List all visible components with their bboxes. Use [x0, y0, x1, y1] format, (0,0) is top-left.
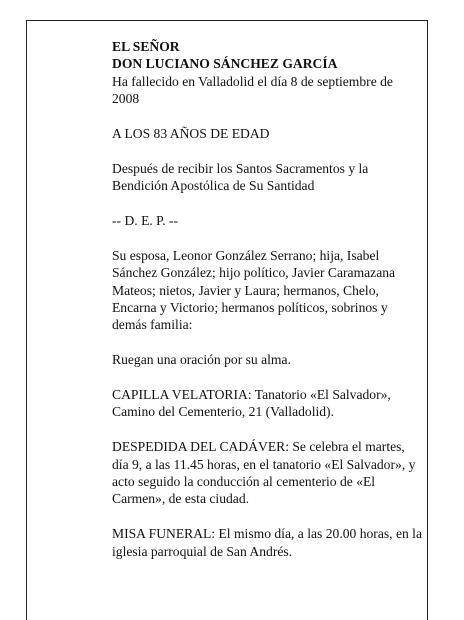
- deceased-name: DON LUCIANO SÁNCHEZ GARCÍA: [112, 56, 338, 72]
- obituary-text: [112, 38, 422, 577]
- family-paragraph: Su esposa, Leonor González Serrano; hija, Isabel Sánchez González; hijo político, Javier Caramazana Mateos; nietos, Javier y Laura; hermanos, Chelo, Encarna y Victorio; hermanos políticos, sobrinos y demás familia:: [112, 247, 396, 333]
- mass-paragraph: MISA FUNERAL: El mismo día, a las 20.00 horas, en la iglesia parroquial de San Andrés.: [112, 526, 422, 559]
- prayer-line: Ruegan una oración por su alma.: [112, 352, 291, 368]
- dep-line: -- D. E. P. --: [112, 213, 179, 229]
- sacraments-line: Después de recibir los Santos Sacramentos y la Bendición Apostólica de Su Santidad: [112, 160, 369, 194]
- chapel-paragraph: CAPILLA VELATORIA: Tanatorio «El Salvador», Camino del Cementerio, 21 (Valladolid).: [112, 387, 391, 420]
- age-line: A LOS 83 AÑOS DE EDAD: [112, 126, 270, 142]
- death-statement: Ha fallecido en Valladolid el día 8 de septiembre de 2008: [112, 73, 393, 107]
- deceased-heading: [112, 38, 422, 108]
- farewell-paragraph: DESPEDIDA DEL CADÁVER: Se celebra el martes, día 9, a las 11.45 horas, en el tanatorio «El Salvador», y acto seguido la conducción al cementerio de «El Carmen», de esta ciudad.: [112, 439, 416, 507]
- title-line-1: EL SEÑOR: [112, 39, 180, 54]
